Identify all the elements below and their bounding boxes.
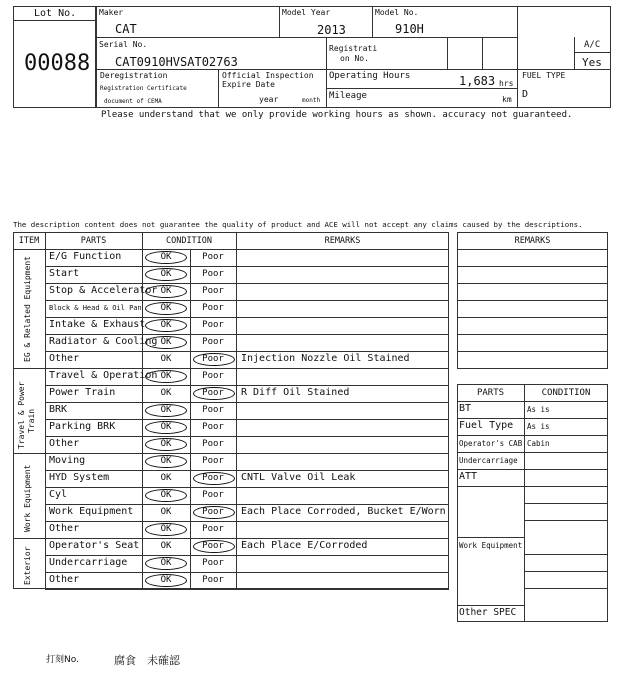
stamp-label: 打刻No. [46,655,79,665]
remark-text: Injection Nozzle Oil Stained [241,353,410,364]
ac-value: Yes [582,56,602,69]
selected-condition-circle [145,455,187,468]
part-label: Undercarriage [49,557,128,568]
poor-option: Poor [202,422,224,432]
selected-condition-circle [145,489,187,502]
parts-row-label: Operator's CAB [459,439,523,448]
row-line [45,402,449,403]
parts-extra-line [524,520,608,521]
poor-option: Poor [202,320,224,330]
group-label-eg: EG & Related Equipment [23,256,32,362]
parts-extra-line [524,588,608,589]
ok-option: OK [160,558,172,568]
selected-condition-circle [193,540,235,553]
row-line [45,453,449,454]
ok-option: OK [160,303,172,313]
ok-option: OK [160,575,172,585]
parts-row-line [457,486,608,487]
ok-option: OK [160,473,172,483]
parts-header: PARTS [80,236,107,246]
right-remark-line [457,266,608,267]
remark-text: Each Place Corroded, Bucket E/Worn [241,506,446,517]
part-label: Power Train [49,387,116,398]
col-divider-a [279,6,280,37]
inspection-label-1: Official Inspection [222,71,314,80]
poor-option: Poor [202,252,224,262]
selected-condition-circle [193,506,235,519]
poor-option: Poor [202,575,224,585]
cond-col-line [236,232,237,589]
ok-option: OK [160,354,172,364]
km-label: km [502,95,512,104]
right-remark-line [457,317,608,318]
poor-option: Poor [202,490,224,500]
row-divider-3 [326,88,517,89]
model-no-label: Model No. [375,8,419,17]
registration-label-2: on No. [340,54,369,63]
col-divider-c [326,37,327,108]
parts-table-other-spec: Other SPEC [459,607,517,618]
ok-option: OK [160,524,172,534]
hours-disclaimer: Please understand that we only provide working hours as shown. accuracy not guaranteed. [101,110,573,120]
row-line [45,470,449,471]
header-line [13,249,449,250]
parts-row-line [457,452,608,453]
parts-row-label: ATT [459,471,478,482]
selected-condition-circle [145,557,187,570]
selected-condition-circle [145,319,187,332]
row-line [45,385,449,386]
part-label: Start [49,268,80,279]
selected-condition-circle [145,268,187,281]
selected-condition-circle [193,387,235,400]
row-line [45,487,449,488]
ok-option: OK [160,490,172,500]
month-label: month [302,97,321,104]
item-col-line [45,232,46,589]
selected-condition-circle [145,438,187,451]
col-divider-e [482,37,483,69]
row-line [45,266,449,267]
poor-option: Poor [202,507,224,517]
right-remark-line [457,351,608,352]
part-label: Block & Head & Oil Pan [49,304,142,312]
row-line [45,538,449,539]
poor-option: Poor [202,456,224,466]
ok-option: OK [160,456,172,466]
reg-cert-label: Registration Certificate [100,85,187,92]
poor-option: Poor [202,388,224,398]
parts-row-line [457,435,608,436]
ok-option: OK [160,286,172,296]
row-line [45,419,449,420]
row-line [45,334,449,335]
part-label: Parking BRK [49,421,116,432]
lot-label: Lot No. [34,8,77,19]
part-label: Cyl [49,489,68,500]
part-label: Operator's Seat [49,540,140,551]
maker-label: Maker [99,8,124,17]
parts-row-line [457,469,608,470]
poor-option: Poor [202,337,224,347]
poor-option: Poor [202,524,224,534]
model-no-value: 910H [395,22,424,36]
row-line [45,436,449,437]
serial-label: Serial No. [99,40,148,49]
parts-row-label: BT [459,403,472,414]
registration-label-1: Registrati [329,44,378,53]
parts-extra-line [524,571,608,572]
parts-row-condition: Cabin [527,439,550,448]
ok-option: OK [160,269,172,279]
selected-condition-circle [145,285,187,298]
right-remarks-header-line [457,249,608,250]
col-divider-d [447,37,448,69]
ac-label: A/C [584,40,601,50]
part-label: Other [49,353,80,364]
row-line [45,521,449,522]
group-label-work: Work Equipment [23,464,32,532]
parts-row-condition: As is [527,422,550,431]
poor-option: Poor [202,286,224,296]
poor-option: Poor [202,541,224,551]
ok-option: OK [160,388,172,398]
dereg-label: Deregistration [100,71,168,80]
row-line [45,368,449,369]
ok-option: OK [160,252,172,262]
stamp-value: 腐食 未確認 [114,654,180,667]
parts-table-condition-header: CONDITION [541,388,591,398]
part-label: Travel & Operation [49,370,158,381]
serial-value: CAT0910HVSAT02763 [115,55,238,69]
parts-extra-line [524,503,608,504]
poor-option: Poor [202,439,224,449]
right-remarks-header: REMARKS [514,236,551,246]
maker-value: CAT [115,22,137,36]
row-line [45,555,449,556]
row-line [45,589,449,590]
remark-text: Each Place E/Corroded [241,540,368,551]
selected-condition-circle [145,251,187,264]
poor-option: Poor [202,558,224,568]
inspection-label-2: Expire Date [222,80,275,89]
group-label-travel-1: Travel & Power [17,381,26,449]
parts-row-label: Undercarriage [459,456,518,465]
parts-extra-line [524,554,608,555]
lot-divider [13,20,96,21]
parts-row-label: Fuel Type [459,420,514,431]
operating-hours-value: 1,683 [459,74,496,88]
selected-condition-circle [145,336,187,349]
selected-condition-circle [145,523,187,536]
operating-hours-label: Operating Hours [329,71,411,81]
poor-option: Poor [202,354,224,364]
row-line [45,351,449,352]
part-label: Intake & Exhaust [49,319,146,330]
row-divider-1 [96,37,517,38]
row-line [45,317,449,318]
row-line [45,283,449,284]
col-divider-g [574,37,575,69]
ok-option: OK [160,337,172,347]
ok-option: OK [160,371,172,381]
part-label: Radiator & Cooling [49,336,158,347]
condition-header: CONDITION [165,236,213,246]
part-label: E/G Function [49,251,122,262]
ac-divider [574,52,611,53]
ok-option: OK [160,439,172,449]
mileage-label: Mileage [329,91,367,101]
ok-option: OK [160,422,172,432]
model-year-label: Model Year [282,8,331,17]
fuel-type-value: D [522,89,529,100]
right-remark-line [457,283,608,284]
poor-option: Poor [202,303,224,313]
selected-condition-circle [145,404,187,417]
selected-condition-circle [145,370,187,383]
part-label: HYD System [49,472,110,483]
year-label: year [259,95,279,104]
ok-option: OK [160,405,172,415]
parts-table-parts-header: PARTS [476,388,505,398]
fuel-type-label: FUEL TYPE [522,71,566,80]
selected-condition-circle [145,302,187,315]
row-divider-2 [96,69,611,70]
remark-text: CNTL Valve Oil Leak [241,472,356,483]
description-disclaimer: The description content does not guarantee the quality of product and ACE will not accept any claims caused by the descriptions. [13,220,583,229]
model-year-value: 2013 [317,23,346,37]
part-label: BRK [49,404,68,415]
part-label: Other [49,438,80,449]
ok-option: OK [160,320,172,330]
selected-condition-circle [193,472,235,485]
row-line [45,572,449,573]
item-header: ITEM [18,236,40,246]
right-remark-line [457,334,608,335]
poor-option: Poor [202,473,224,483]
hrs-label: hrs [499,79,514,88]
group-label-exterior: Exterior [23,546,32,585]
part-label: Stop & Accelerator [49,285,158,296]
selected-condition-circle [145,574,187,587]
lot-number: 00088 [24,51,91,76]
cema-label: document of CEMA [104,98,162,105]
col-divider-h [218,69,219,108]
row-line [45,300,449,301]
poor-option: Poor [202,405,224,415]
part-label: Other [49,523,80,534]
group-label-travel-2: Train [27,408,36,433]
work-eq-line [457,537,524,538]
remarks-header: REMARKS [324,236,361,246]
poor-option: Poor [202,371,224,381]
row-line [45,504,449,505]
right-remark-line [457,300,608,301]
remark-text: R Diff Oil Stained [241,387,350,398]
parts-row-line [457,418,608,419]
part-label: Other [49,574,80,585]
part-label: Moving [49,455,86,466]
poor-option: Poor [202,269,224,279]
parts-table-work-equipment: Work Equipment [459,541,523,550]
ok-option: OK [160,507,172,517]
parts-row-condition: As is [527,405,550,414]
part-label: Work Equipment [49,506,134,517]
col-divider-f [517,6,518,108]
selected-condition-circle [145,421,187,434]
ok-option: OK [160,541,172,551]
col-divider-b [372,6,373,37]
parts-table-header-line [457,401,608,402]
other-spec-line [457,605,524,606]
selected-condition-circle [193,353,235,366]
